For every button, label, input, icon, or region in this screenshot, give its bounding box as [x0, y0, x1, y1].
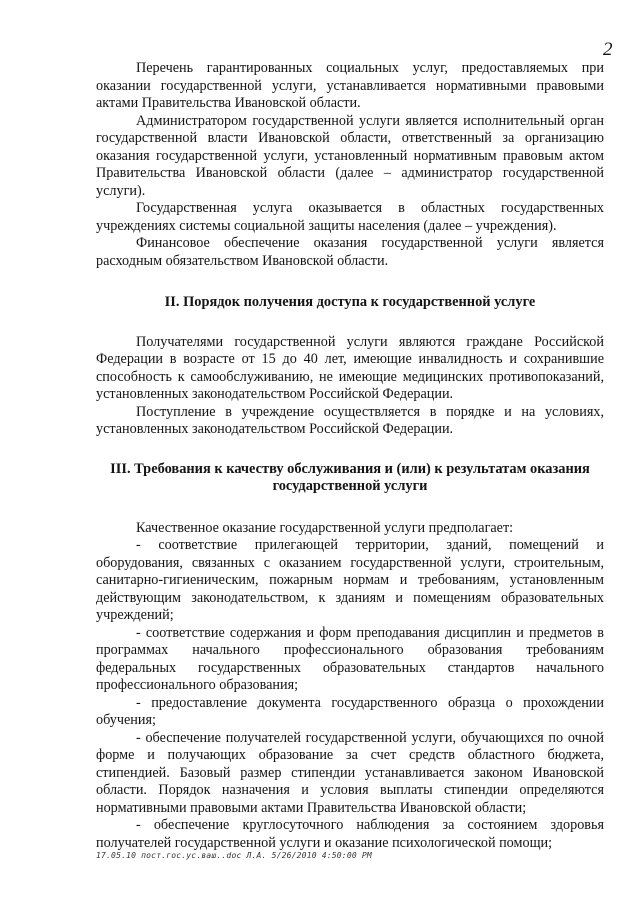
paragraph-services-list: Перечень гарантированных социальных услуг, предоставляемых при оказании государственной услуги, устанавливается нормативными правовыми актами Правительства Ивановской области.: [96, 60, 604, 111]
list-item-premises: - соответствие прилегающей территории, зданий, помещений и оборудования, связанных с оказанием государственной услуги, строительным, санитарно-гигиеническим, пожарным нормам и требованиям, установленным действующим законодательством, к зданиям и помещениям образовательных учреждений;: [96, 537, 604, 623]
document-footer: 17.05.10 пост.гос.ус.ваш..doc Л.А. 5/26/2010 4:50:00 PM: [96, 851, 372, 860]
paragraph-financing: Финансовое обеспечение оказания государственной услуги является расходным обязательством Ивановской области.: [96, 235, 604, 269]
document-body: [96, 60, 604, 852]
paragraph-administrator: Администратором государственной услуги является исполнительный орган государственной власти Ивановской области, ответственный за организацию оказания государственной услуги, установленный нормативным правовым актом Правительства Ивановской области (далее – администратор государственной услуги).: [96, 112, 604, 199]
paragraph-quality-intro: Качественное оказание государственной услуги предполагает:: [136, 519, 514, 536]
list-item-health-monitoring: - обеспечение круглосуточного наблюдения за состоянием здоровья получателей государственной услуги и оказание психологической помощи;: [96, 817, 604, 851]
section-heading-access: II. Порядок получения доступа к государственной услуге: [164, 294, 536, 310]
paragraph-institutions: Государственная услуга оказывается в областных государственных учреждениях системы социальной защиты населения (далее – учреждения).: [96, 200, 604, 234]
paragraph-admission: Поступление в учреждение осуществляется в порядке и на условиях, установленных законодательством Российской Федерации.: [96, 403, 604, 437]
section-heading-quality: III. Требования к качеству обслуживания и (или) к результатам оказания государственной услуги: [110, 460, 590, 494]
list-item-stipend: - обеспечение получателей государственной услуги, обучающихся по очной форме и получающих образование за счет средств областного бюджета, стипендией. Базовый размер стипендии устанавливается законом Ивановской области. Порядок назначения и условия выплаты стипендии определяются нормативными правовыми актами Правительства Ивановской области;: [96, 729, 604, 816]
page-number: 2: [603, 39, 613, 60]
list-item-curriculum: - соответствие содержания и форм преподавания дисциплин и предметов в программах начального профессионального образования требованиям федеральных государственных образовательных стандартов начального профессионального образования;: [96, 624, 604, 693]
list-item-certificate: - предоставление документа государственного образца о прохождении обучения;: [96, 694, 604, 728]
paragraph-recipients: Получателями государственной услуги являются граждане Российской Федерации в возрасте от 15 до 40 лет, имеющие инвалидность и сохранившие способность к самообслуживанию, не имеющие медицинских противопоказаний, установленных законодательством Российской Федерации.: [96, 333, 604, 402]
